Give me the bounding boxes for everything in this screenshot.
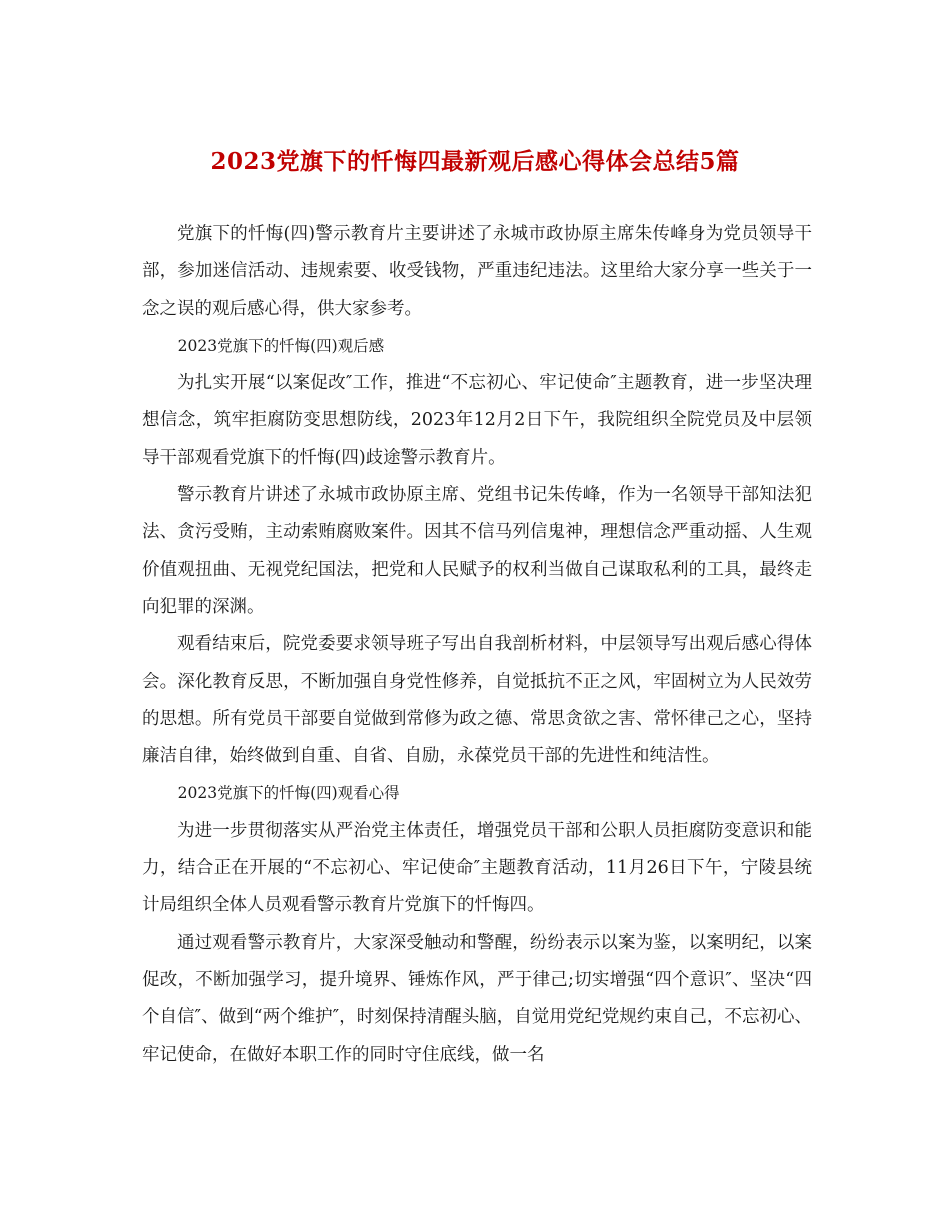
body-paragraph: 为扎实开展“以案促改″工作，推进“不忘初心、牢记使命″主题教育，进一步坚决理想信念，筑牢拒腐防变思想防线，2023年12月2日下午，我院组织全院党员及中层领导干部观看党旗下的忏悔(四)歧途警示教育片。 (142, 373, 812, 468)
document-body (142, 216, 812, 1074)
body-paragraph: 观看结束后，院党委要求领导班子写出自我剖析材料，中层领导写出观后感心得体会。深化教育反思，不断加强自身党性修养，自觉抵抗不正之风，牢固树立为人民效劳的思想。所有党员干部要自觉做到常修为政之德、常思贪欲之害、常怀律己之心，坚持廉洁自律，始终做到自重、自省、自励，永葆党员干部的先进性和纯洁性。 (142, 634, 812, 767)
section-heading: 2023党旗下的忏悔(四)观看心得 (177, 784, 400, 803)
document-title: 2023党旗下的忏悔四最新观后感心得体会总结5篇 (210, 148, 740, 175)
section-heading: 2023党旗下的忏悔(四)观后感 (177, 336, 385, 355)
intro-paragraph: 党旗下的忏悔(四)警示教育片主要讲述了永城市政协原主席朱传峰身为党员领导干部，参加迷信活动、违规索要、收受钱物，严重违纪违法。这里给大家分享一些关于一念之误的观后感心得，供大家参考。 (142, 224, 812, 319)
body-paragraph: 通过观看警示教育片，大家深受触动和警醒，纷纷表示以案为鉴，以案明纪，以案促改，不断加强学习，提升境界、锤炼作风，严于律己;切实增强“四个意识″、坚决“四个自信″、做到“两个维护″，时刻保持清醒头脑，自觉用党纪党规约束自己，不忘初心、牢记使命，在做好本职工作的同时守住底线，做一名 (142, 932, 812, 1065)
body-paragraph: 警示教育片讲述了永城市政协原主席、党组书记朱传峰，作为一名领导干部知法犯法、贪污受贿，主动索贿腐败案件。因其不信马列信鬼神，理想信念严重动摇、人生观价值观扭曲、无视党纪国法，把党和人民赋予的权利当做自己谋取私利的工具，最终走向犯罪的深渊。 (142, 485, 812, 617)
body-paragraph: 为进一步贯彻落实从严治党主体责任，增强党员干部和公职人员拒腐防变意识和能力，结合正在开展的“不忘初心、牢记使命″主题教育活动，11月26日下午，宁陵县统计局组织全体人员观看警示教育片党旗下的忏悔四。 (142, 820, 812, 916)
